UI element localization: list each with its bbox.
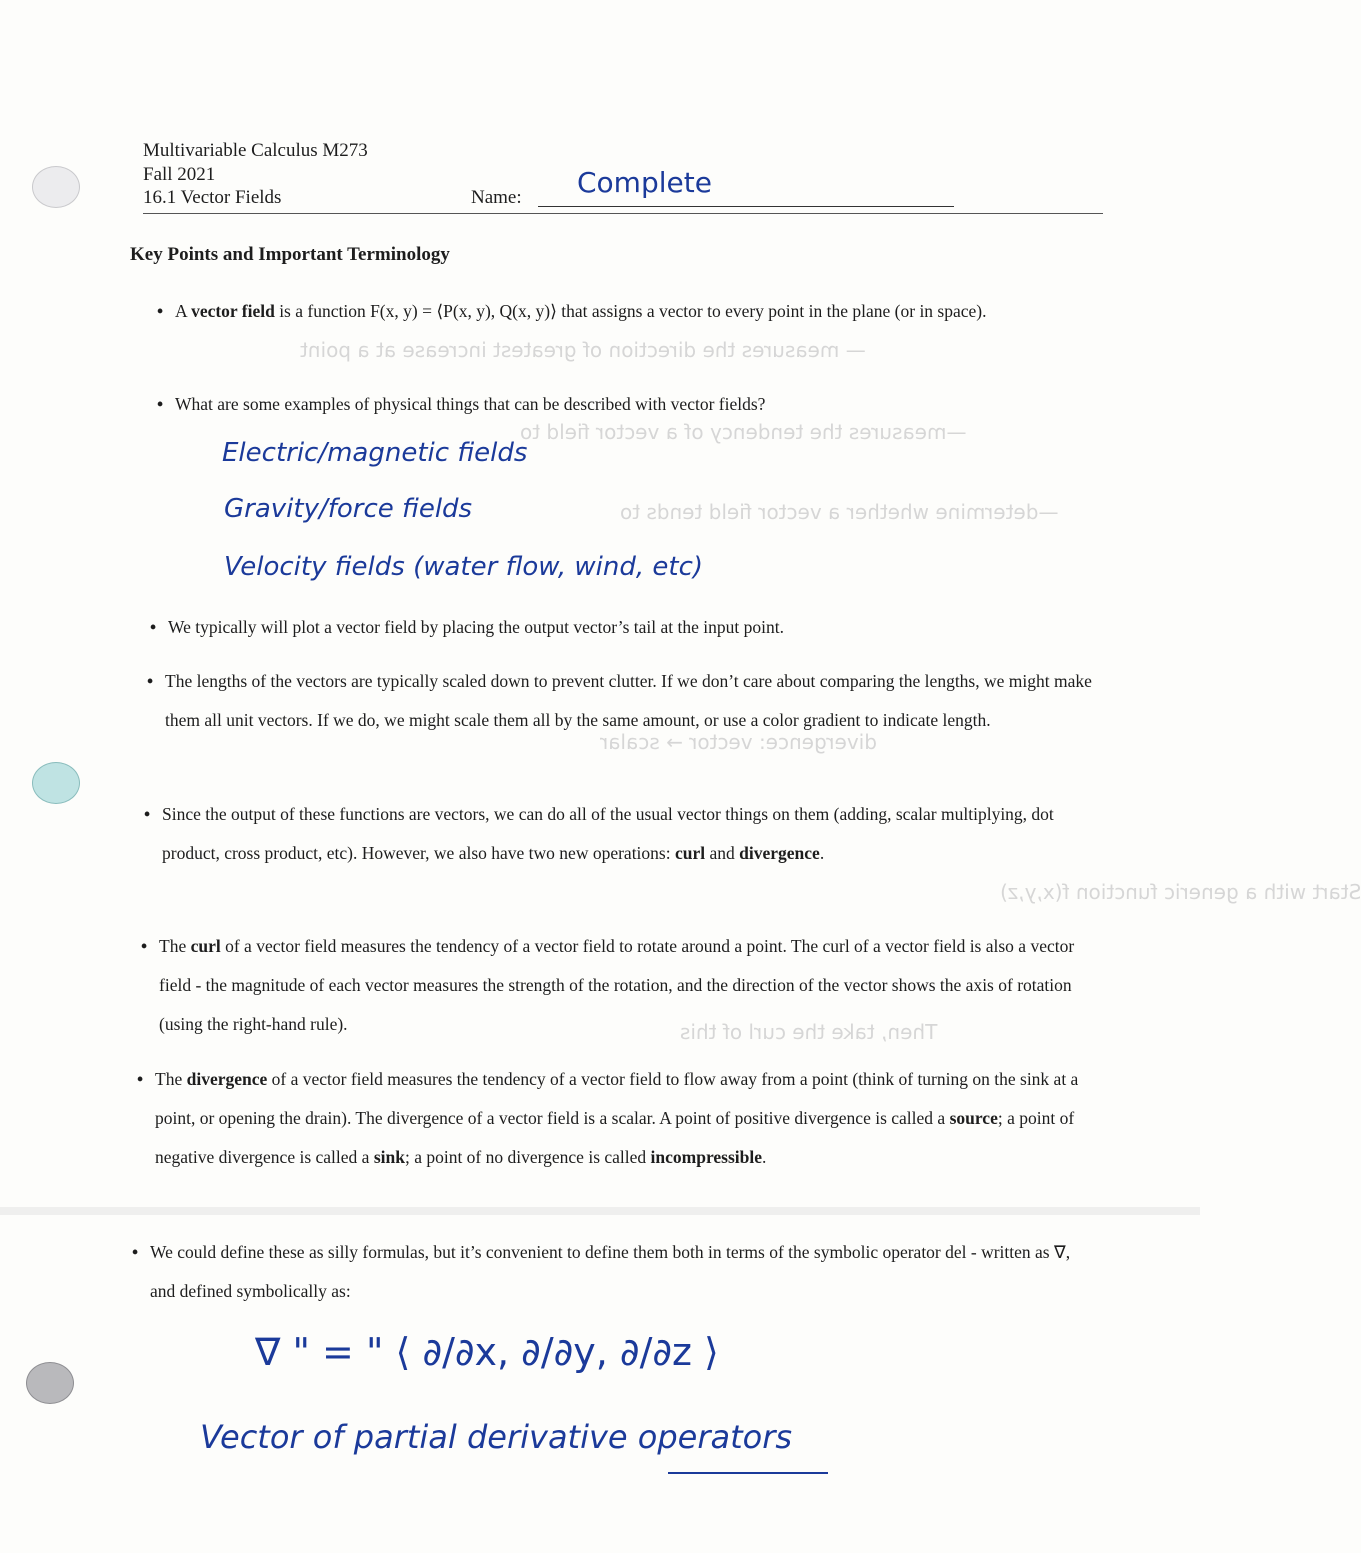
bullet-divergence: • The divergence of a vector field measures the tendency of a vector field to flow away from a point (think of turning on the sink at a point, or opening the drain). The divergence of a vector field is a scalar. A point of positive divergence is called a source; a point of negative divergence is called a sink; a point of no divergence is called incompressible. (137, 1069, 1079, 1167)
section-heading: 16.1 Vector Fields (143, 187, 282, 208)
bullet-curl: • The curl of a vector field measures the tendency of a vector field to rotate around a point. The curl of a vector field is also a vector field - the magnitude of each vector measures the strength of the rotation, and the direction of the vector shows the axis of rotation (using the right-hand rule). (141, 936, 1075, 1034)
header-rule (143, 213, 1103, 214)
handwritten-example-electric: Electric/magnetic fields (222, 438, 528, 468)
bullet-operations: • Since the output of these functions are vectors, we can do all of the usual vector things on them (adding, scalar multiplying, dot product, cross product, etc). However, we also have two new operations: curl and divergence. (144, 804, 1054, 863)
handwritten-del-description: Vector of partial derivative operators (200, 1418, 793, 1456)
bleed-through: divergence: vector → scalar (600, 730, 877, 754)
bleed-through: — measures the direction of greatest increase at a point (300, 338, 866, 362)
bullet-vector-field: • A vector field is a function F(x, y) = ⟨P(x, y), Q(x, y)⟩ that assigns a vector to every point in the plane (or in space). (157, 301, 987, 321)
name-value: Complete (577, 166, 712, 199)
handwritten-del-definition: ∇ " = " ⟨ ∂/∂x, ∂/∂y, ∂/∂z ⟩ (255, 1330, 719, 1374)
section-title: Key Points and Important Terminology (130, 244, 450, 265)
term: Fall 2021 (143, 164, 216, 185)
handwritten-underline (668, 1472, 828, 1474)
course-title: Multivariable Calculus M273 (143, 140, 368, 161)
handwritten-example-gravity: Gravity/force fields (224, 494, 473, 524)
bleed-through: —measures the tendency of a vector field to (520, 420, 967, 444)
hole-punch-top (32, 166, 80, 208)
hole-punch-middle (32, 762, 80, 804)
hole-punch-bottom (26, 1362, 74, 1404)
name-underline (538, 206, 954, 207)
bleed-through: Then, take the curl of this (680, 1020, 938, 1044)
bullet-examples-question: • What are some examples of physical things that can be described with vector fields? (157, 394, 766, 414)
name-label: Name: (471, 187, 522, 208)
bullet-plotting: • We typically will plot a vector field by placing the output vector’s tail at the input point. (150, 617, 784, 637)
bleed-through: Start with a generic function f(x,y,z) (1000, 880, 1361, 904)
bleed-through: —determine whether a vector field tends to (620, 500, 1059, 524)
bullet-del-operator: • We could define these as silly formulas, but it’s convenient to define them both in terms of the symbolic operator del - written as ∇, and defined symbolically as: (132, 1242, 1071, 1301)
handwritten-example-velocity: Velocity fields (water flow, wind, etc) (224, 552, 704, 582)
scan-artifact (0, 1207, 1200, 1215)
bullet-lengths: • The lengths of the vectors are typically scaled down to prevent clutter. If we don’t care about comparing the lengths, we might make them all unit vectors. If we do, we might scale them all by the same amount, or use a color gradient to indicate length. (147, 671, 1092, 730)
